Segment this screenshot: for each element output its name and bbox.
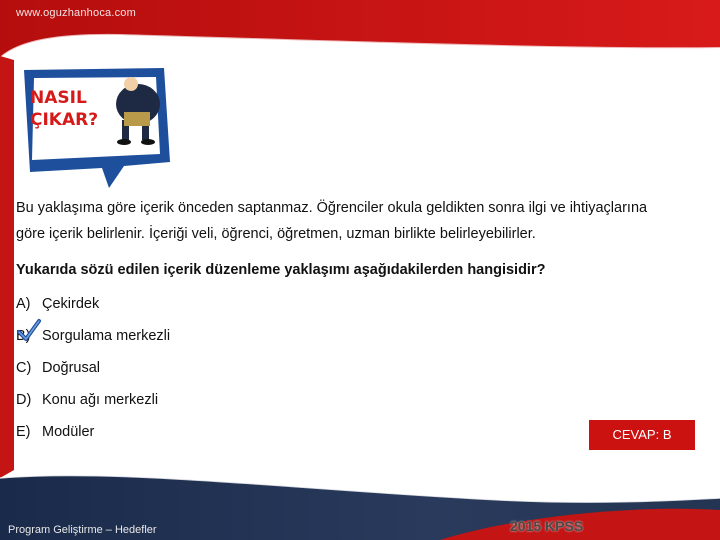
question-text-line-1: Bu yaklaşıma göre içerik önceden saptanmaz. Öğrenciler okula geldikten sonra ilgi ve ihtiyaçlarına <box>16 200 648 216</box>
checkmark-icon <box>16 318 42 344</box>
option-letter: C) <box>16 360 32 376</box>
option-text: Konu ağı merkezli <box>42 392 159 408</box>
bubble-line-2: ÇIKAR? <box>30 110 99 130</box>
option-letter: D) <box>16 392 32 408</box>
option-e[interactable] <box>16 424 94 440</box>
bubble-line-1: NASIL <box>30 88 87 108</box>
option-text: Çekirdek <box>42 296 100 312</box>
left-red-strip <box>0 56 14 478</box>
option-text: Sorgulama merkezli <box>42 328 171 344</box>
option-letter: A) <box>16 296 31 312</box>
option-letter: E) <box>16 424 31 440</box>
site-url[interactable]: www.oguzhanhoca.com <box>16 7 136 19</box>
option-text: Doğrusal <box>42 360 101 376</box>
option-letter: B) <box>16 328 31 344</box>
footer-kpss-logo: 2015 KPSS <box>510 518 584 534</box>
footer-title: Program Geliştirme – Hedefler <box>8 524 157 536</box>
question-text-line-2: göre içerik belirlenir. İçeriği veli, öğrenci, öğretmen, uzman birlikte belirleyebilirler. <box>16 226 536 242</box>
option-c[interactable] <box>16 360 100 376</box>
answer-badge: CEVAP: B <box>588 419 696 451</box>
question-prompt: Yukarıda sözü edilen içerik düzenleme yaklaşımı aşağıdakilerden hangisidir? <box>16 262 546 278</box>
option-text: Modüler <box>42 424 95 440</box>
option-d[interactable] <box>16 392 158 408</box>
option-a[interactable] <box>16 296 99 312</box>
